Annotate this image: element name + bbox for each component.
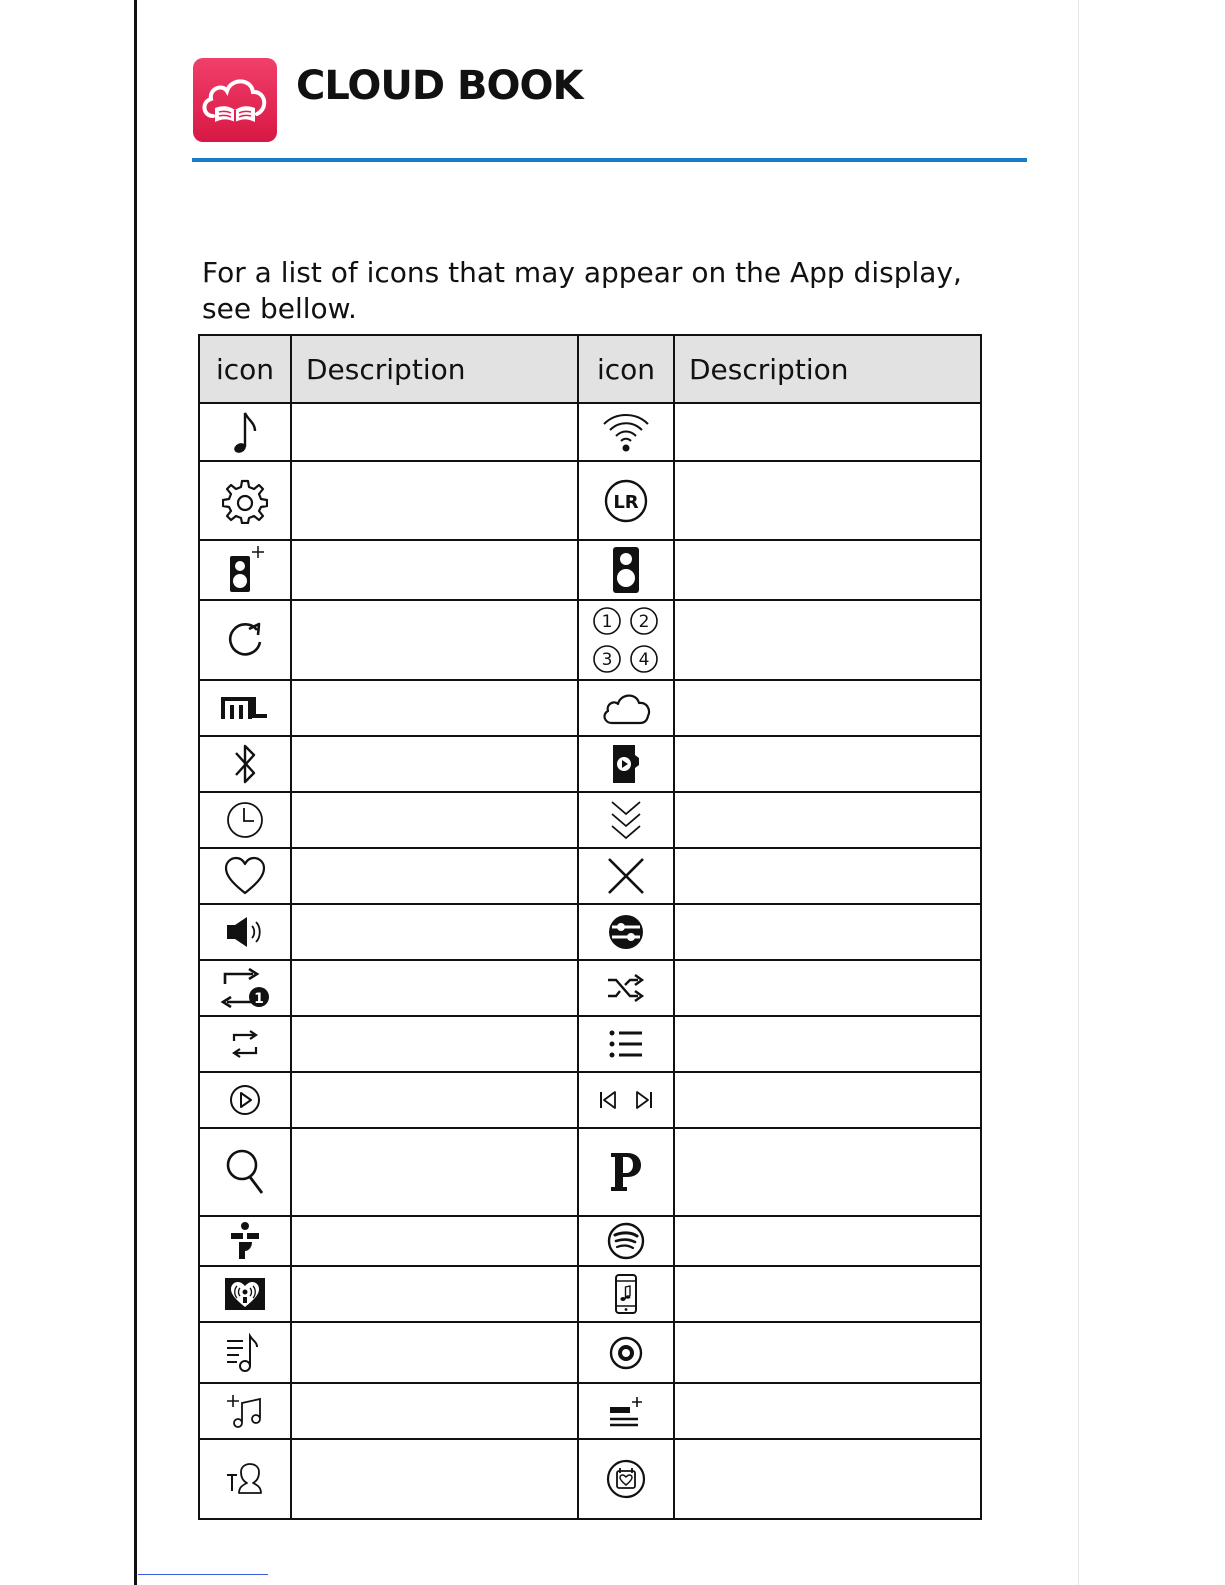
description-cell: [674, 680, 981, 736]
tunein-icon: [199, 1216, 291, 1266]
table-row: [199, 1216, 981, 1266]
description-cell: [291, 904, 578, 960]
table-row: [199, 403, 981, 461]
speaker-icon: [578, 540, 674, 600]
description-cell: [674, 1439, 981, 1519]
favorite-album-icon: [578, 1439, 674, 1519]
refresh-icon: [199, 600, 291, 680]
description-cell: [291, 1216, 578, 1266]
description-cell: [291, 600, 578, 680]
sd-card-play-icon: [578, 736, 674, 792]
description-cell: [674, 1072, 981, 1128]
svg-text:4: 4: [638, 650, 650, 670]
numbered-zones-icon: [578, 600, 674, 680]
description-cell: [674, 403, 981, 461]
header-icon-right: icon: [578, 335, 674, 403]
table-row: [199, 792, 981, 848]
multiroom-icon: [199, 680, 291, 736]
table-row: [199, 736, 981, 792]
bottom-link-line: [138, 1574, 268, 1575]
description-cell: [291, 960, 578, 1016]
description-cell: [674, 1216, 981, 1266]
table-row: [199, 848, 981, 904]
description-cell: [291, 792, 578, 848]
table-header-row: [199, 335, 981, 403]
clock-icon: [199, 792, 291, 848]
icon-table: [198, 334, 982, 1520]
brand-title: CLOUD BOOK: [296, 63, 583, 109]
description-cell: [674, 1266, 981, 1322]
description-cell: [291, 1383, 578, 1439]
description-cell: [674, 600, 981, 680]
description-cell: [291, 1072, 578, 1128]
add-speaker-icon: [199, 540, 291, 600]
description-cell: [674, 1016, 981, 1072]
bluetooth-icon: [199, 736, 291, 792]
description-cell: [291, 461, 578, 540]
shuffle-icon: [578, 960, 674, 1016]
equalizer-icon: [578, 904, 674, 960]
description-cell: [674, 904, 981, 960]
volume-icon: [199, 904, 291, 960]
table-row: [199, 540, 981, 600]
left-page-rule: [134, 0, 137, 1585]
cloud-icon: [578, 680, 674, 736]
repeat-one-icon: [199, 960, 291, 1016]
description-cell: [674, 461, 981, 540]
description-cell: [291, 680, 578, 736]
music-note-icon: [199, 403, 291, 461]
description-cell: [291, 1322, 578, 1383]
header-divider: [192, 158, 1027, 162]
svg-text:LR: LR: [613, 491, 639, 513]
table-row: [199, 1266, 981, 1322]
table-row: [199, 461, 981, 540]
artist-icon: [199, 1439, 291, 1519]
table-row: [199, 1322, 981, 1383]
wifi-icon: [578, 403, 674, 461]
iheartradio-icon: [199, 1266, 291, 1322]
description-cell: [674, 1383, 981, 1439]
repeat-icon: [199, 1016, 291, 1072]
description-cell: [674, 540, 981, 600]
svg-text:3: 3: [601, 650, 613, 670]
add-music-icon: [199, 1383, 291, 1439]
play-circle-icon: [199, 1072, 291, 1128]
intro-line-2: see bellow.: [202, 292, 357, 325]
list-icon: [578, 1016, 674, 1072]
skip-prev-next-icon: [578, 1072, 674, 1128]
table-row: [199, 960, 981, 1016]
description-cell: [291, 1016, 578, 1072]
description-cell: [674, 1128, 981, 1216]
intro-line-1: For a list of icons that may appear on the App display,: [202, 256, 962, 289]
description-cell: [291, 848, 578, 904]
description-cell: [674, 736, 981, 792]
description-cell: [291, 540, 578, 600]
pandora-icon: [578, 1128, 674, 1216]
table-row: [199, 904, 981, 960]
phone-music-icon: [578, 1266, 674, 1322]
table-row: [199, 680, 981, 736]
description-cell: [291, 736, 578, 792]
description-cell: [674, 792, 981, 848]
description-cell: [674, 848, 981, 904]
spotify-icon: [578, 1216, 674, 1266]
table-row: [199, 1383, 981, 1439]
description-cell: [291, 1128, 578, 1216]
description-cell: [291, 1439, 578, 1519]
search-icon: [199, 1128, 291, 1216]
table-row: [199, 600, 981, 680]
header-icon-left: icon: [199, 335, 291, 403]
chevrons-down-icon: [578, 792, 674, 848]
heart-icon: [199, 848, 291, 904]
close-icon: [578, 848, 674, 904]
svg-text:1: 1: [601, 612, 613, 632]
description-cell: [674, 1322, 981, 1383]
header-description-right: Description: [674, 335, 981, 403]
playlist-icon: [199, 1322, 291, 1383]
intro-text: [202, 255, 1002, 327]
svg-text:1: 1: [254, 991, 264, 1007]
description-cell: [291, 1266, 578, 1322]
cloud-book-logo-icon: [193, 58, 277, 142]
table-row: [199, 1128, 981, 1216]
disc-icon: [578, 1322, 674, 1383]
header-description-left: Description: [291, 335, 578, 403]
right-page-rule: [1078, 0, 1079, 1585]
table-row: [199, 1016, 981, 1072]
svg-text:2: 2: [638, 612, 650, 632]
gear-icon: [199, 461, 291, 540]
lr-channel-icon: [578, 461, 674, 540]
description-cell: [291, 403, 578, 461]
table-row: [199, 1439, 981, 1519]
table-row: [199, 1072, 981, 1128]
description-cell: [674, 960, 981, 1016]
add-to-queue-icon: [578, 1383, 674, 1439]
